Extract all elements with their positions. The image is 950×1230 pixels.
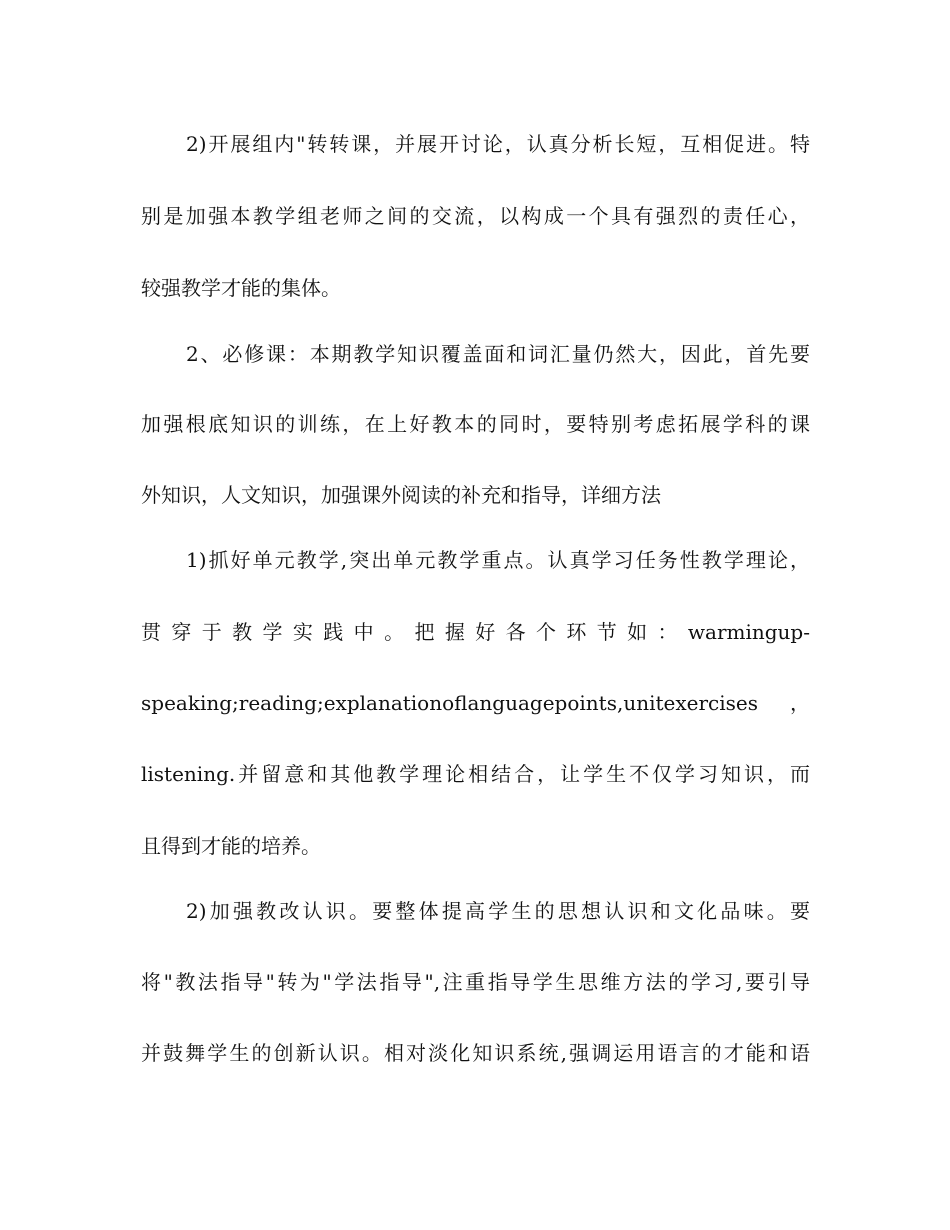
paragraph-line: 并鼓舞学生的创新认识。相对淡化知识系统,强调运用语言的才能和语 xyxy=(141,1041,810,1065)
paragraph-line: speaking;reading;explanationoflanguagepoints,unitexercises ， xyxy=(141,691,810,715)
paragraph-line: 别是加强本教学组老师之间的交流，以构成一个具有强烈的责任心， xyxy=(141,204,810,228)
paragraph-line: 加强根底知识的训练，在上好教本的同时，要特别考虑拓展学科的课 xyxy=(141,412,810,436)
paragraph-line: 2)加强教改认识。要整体提高学生的思想认识和文化品味。要 xyxy=(186,899,810,923)
paragraph-line: 2)开展组内"转转课，并展开讨论，认真分析长短，互相促进。特 xyxy=(186,132,810,156)
paragraph-line: 贯 穿 于 教 学 实 践 中 。 把 握 好 各 个 环 节 如 ： warmingup- xyxy=(141,620,810,644)
paragraph-line: listening.并留意和其他教学理论相结合，让学生不仅学习知识，而 xyxy=(141,762,810,786)
paragraph-line: 且得到才能的培养。 xyxy=(141,834,321,858)
paragraph-line: 2、必修课：本期教学知识覆盖面和词汇量仍然大，因此，首先要 xyxy=(186,342,810,366)
paragraph-line: 1)抓好单元教学,突出单元教学重点。认真学习任务性教学理论， xyxy=(186,548,810,572)
paragraph-line: 将"教法指导"转为"学法指导",注重指导学生思维方法的学习,要引导 xyxy=(141,970,810,994)
paragraph-line: 较强教学才能的集体。 xyxy=(141,276,341,300)
paragraph-line: 外知识，人文知识，加强课外阅读的补充和指导，详细方法 xyxy=(141,483,661,507)
